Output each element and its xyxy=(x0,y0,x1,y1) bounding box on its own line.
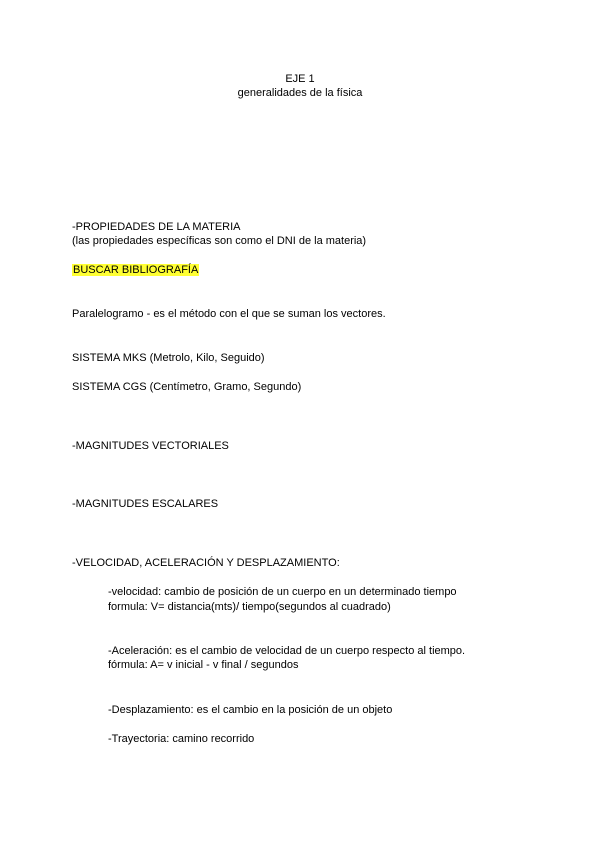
desplazamiento-definition: -Desplazamiento: es el cambio en la posición de un objeto xyxy=(108,704,393,716)
aceleracion-definition: -Aceleración: es el cambio de velocidad de un cuerpo respecto al tiempo. xyxy=(108,645,466,657)
sistema-cgs-text: SISTEMA CGS (Centímetro, Gramo, Segundo) xyxy=(72,381,302,393)
highlighted-note xyxy=(72,263,199,277)
velocidad-definition: -velocidad: cambio de posición de un cuerpo en un determinado tiempo xyxy=(108,586,457,598)
paralelogramo-text: Paralelogramo - es el método con el que se suman los vectores. xyxy=(72,308,386,320)
document-subtitle: generalidades de la física xyxy=(237,87,363,99)
aceleracion-formula: fórmula: A= v inicial - v final / segundos xyxy=(108,659,299,671)
magnitudes-vectoriales-heading: -MAGNITUDES VECTORIALES xyxy=(72,440,229,452)
highlighted-text: BUSCAR BIBLIOGRAFÍA xyxy=(73,264,199,276)
document-title: EJE 1 xyxy=(285,73,315,85)
propiedades-heading: -PROPIEDADES DE LA MATERIA xyxy=(72,221,241,233)
sistema-mks-text: SISTEMA MKS (Metrolo, Kilo, Seguido) xyxy=(72,352,265,364)
magnitudes-escalares-heading: -MAGNITUDES ESCALARES xyxy=(72,498,219,510)
velocidad-formula: formula: V= distancia(mts)/ tiempo(segundos al cuadrado) xyxy=(108,601,391,613)
propiedades-note: (las propiedades específicas son como el DNI de la materia) xyxy=(72,235,367,247)
velocidad-heading: -VELOCIDAD, ACELERACIÓN Y DESPLAZAMIENTO: xyxy=(72,557,340,569)
trayectoria-definition: -Trayectoria: camino recorrido xyxy=(108,733,255,745)
